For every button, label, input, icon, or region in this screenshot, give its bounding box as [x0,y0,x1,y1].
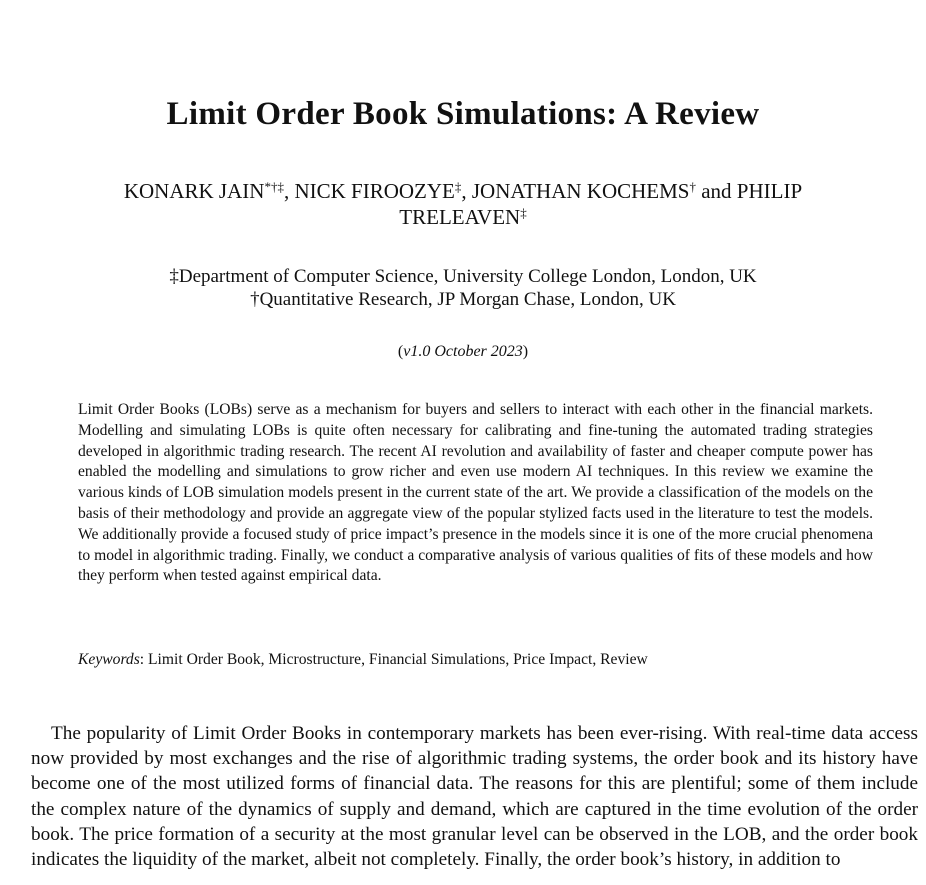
keywords-label: Keywords [78,651,140,668]
author-name: NICK FIROOZYE [294,179,455,203]
abstract-paragraph: Limit Order Books (LOBs) serve as a mechanism for buyers and sellers to interact with each other in the financial markets. Modelling and simulating LOBs is quite often necessary for calibrating and fine-tuning the automated trading strategies developed in algorithmic trading research. The recent AI revolution and availability of faster and cheaper compute power has enabled the modelling and simulations to grow richer and even use modern AI techniques. In this review we examine the various kinds of LOB simulation models present in the current state of the art. We provide a classification of the models on the basis of their methodology and provide an aggregate view of the popular stylized facts used in the literature to test the models. We additionally provide a focused study of price impact’s presence in the models since it is one of the more crucial phenomena to model in algorithmic trading. Finally, we conduct a comparative analysis of various qualities of fits of these models and how they perform when tested against empirical data. [78,401,873,585]
paper-title: Limit Order Book Simulations: A Review [166,96,760,132]
version-paren-open: ( [397,343,404,360]
author-affil-marks: *†‡ [264,179,284,194]
author-name: PHILIP TRELEAVEN [399,179,803,229]
keywords-line [78,650,873,671]
keywords-text: : Limit Order Book, Microstructure, Financial Simulations, Price Impact, Review [139,651,648,668]
author-affil-marks: † [689,179,696,194]
affiliation-list [0,265,926,311]
author-separator: , [283,179,295,203]
author-name: JONATHAN KOCHEMS [471,179,690,203]
author-separator: , [461,179,472,203]
affiliation-line: †Quantitative Research, JP Morgan Chase, London, UK [250,289,676,310]
author-affil-marks: ‡ [520,205,527,220]
author-list [60,178,866,230]
version-text: v1.0 October 2023 [403,343,523,360]
author-affil-marks: ‡ [454,179,462,194]
version-line [0,343,926,361]
author-name: KONARK JAIN [123,179,265,203]
author-separator: and [695,179,737,203]
intro-paragraph: The popularity of Limit Order Books in contemporary markets has been ever-rising. With real-time data access now provided by most exchanges and the rise of algorithmic trading systems, the order book and its history have become one of the most utilized forms of financial data. The reasons for this are plentiful; some of them include the complex nature of the dynamics of supply and demand, which are captured in the time evolution of the order book. The price formation of a security at the most granular level can be observed in the LOB, and the order book indicates the liquidity of the market, albeit not completely. Finally, the order book’s history, in addition to [31,723,918,871]
affiliation-line: ‡Department of Computer Science, University College London, London, UK [169,266,757,287]
version-paren-close: ) [522,343,529,360]
